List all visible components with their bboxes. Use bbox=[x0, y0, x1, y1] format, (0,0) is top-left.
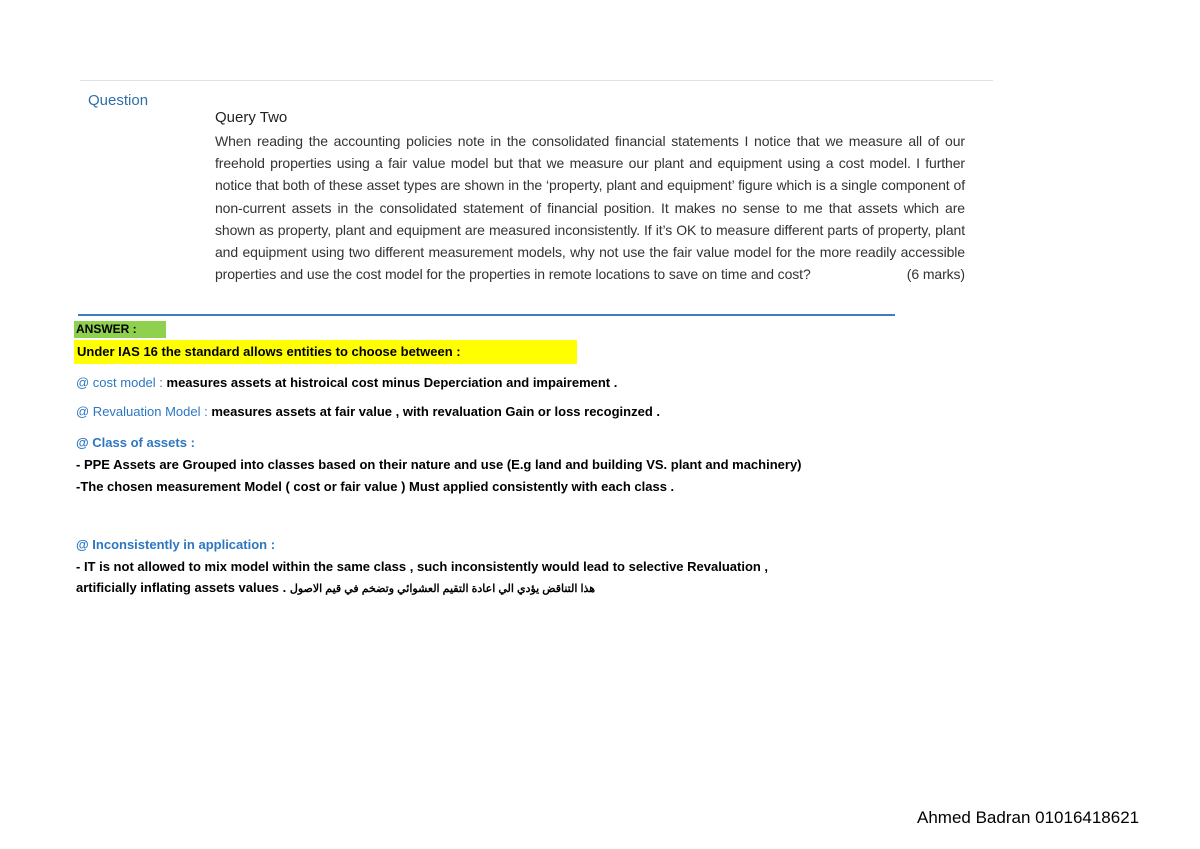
cost-model-key: @ cost model : bbox=[76, 375, 163, 390]
author-footer: Ahmed Badran 01016418621 bbox=[917, 808, 1140, 827]
cost-model-line bbox=[76, 375, 617, 390]
question-marks: (6 marks) bbox=[906, 266, 965, 283]
question-label: Question bbox=[88, 92, 149, 109]
revaluation-model-text: measures assets at fair value , with revaluation Gain or loss recoginzed . bbox=[207, 404, 660, 419]
answer-intro: Under IAS 16 the standard allows entities to choose between : bbox=[74, 340, 577, 364]
class-of-assets-line-2: -The chosen measurement Model ( cost or fair value ) Must applied consistently with each class . bbox=[76, 479, 675, 494]
revaluation-model-key: @ Revaluation Model : bbox=[76, 404, 208, 419]
answer-label: ANSWER : bbox=[74, 321, 166, 338]
inconsistency-text: artificially inflating assets values . bbox=[76, 580, 290, 595]
inconsistency-heading: @ Inconsistently in application : bbox=[76, 537, 276, 552]
cost-model-text: measures assets at histroical cost minus Deperciation and impairement . bbox=[162, 375, 618, 390]
inconsistency-arabic-note: هذا التناقض يؤدي الي اعادة التقيم العشوائي وتضخم في قيم الاصول bbox=[289, 583, 596, 595]
question-title: Query Two bbox=[215, 109, 288, 126]
question-text: When reading the accounting policies note in the consolidated financial statements I notice that we measure all of our freehold properties using a fair value model but that we measure our plant and equipment using a cost model. I further notice that both of these asset types are shown in the ‘property, plant and equipment’ figure which is a single component of non-current assets in the consolidated statement of financial position. It makes no sense to me that assets which are shown as property, plant and equipment are measured inconsistently. If it’s OK to measure different parts of property, plant and equipment using two different measurement models, why not use the fair value model for the more readily accessible properties and use the cost model for the properties in remote locations to save on time and cost? bbox=[215, 133, 965, 283]
inconsistency-line-1: - IT is not allowed to mix model within the same class , such inconsistently would lead to selective Revaluation , bbox=[76, 559, 769, 574]
question-box bbox=[80, 80, 993, 307]
revaluation-model-line bbox=[76, 404, 660, 419]
inconsistency-line-2 bbox=[76, 580, 595, 595]
class-of-assets-heading: @ Class of assets : bbox=[76, 435, 195, 450]
class-of-assets-line-1: - PPE Assets are Grouped into classes based on their nature and use (E.g land and building VS. plant and machinery) bbox=[76, 457, 802, 472]
question-body bbox=[215, 130, 965, 285]
section-divider bbox=[78, 314, 895, 316]
